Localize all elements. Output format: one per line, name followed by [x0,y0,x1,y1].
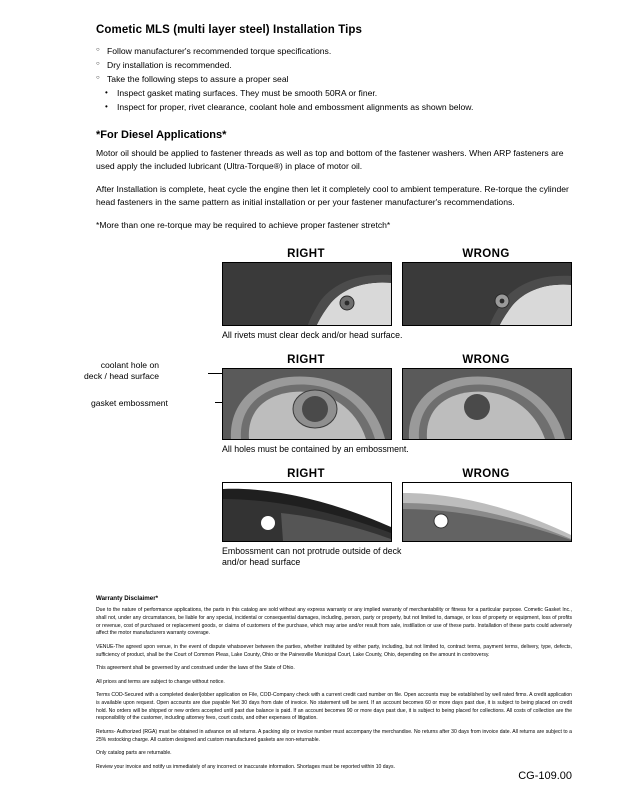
figure-rivets-right [222,248,390,326]
warranty-paragraph: VENUE-The agreed upon venue, in the event of dispute whatsoever between the parties, whether instituted by either party, including, but not limited to, contract terms, payment terms, delivery, type, defects, sufficiency of product, shall be the Court of Common Pleas, Lake County, Ohio or the Painesville Municipal Court, Lake County, Ohio, depending on the amount in controversy. [96,643,572,658]
retorque-note: *More than one re-torque may be required to achieve proper fastener stretch* [96,219,391,230]
figure-image-wrong [402,262,572,326]
figure-image-wrong [402,482,572,542]
callout-gasket-embossment: gasket embossment [91,397,168,408]
warranty-section [96,595,572,771]
document-number: CG-109.00 [518,770,572,782]
figure-embossment [222,354,572,440]
figure-label-right: RIGHT [287,353,325,366]
figure-embossment-wrong [402,354,570,440]
figure-label-right: RIGHT [287,467,325,480]
figure-label-wrong: WRONG [462,353,510,366]
list-item: • Inspect gasket mating surfaces. They must be smooth 50RA or finer. [105,87,572,101]
list-item: ○ Take the following steps to assure a proper seal [96,73,572,87]
figure-label-wrong: WRONG [462,247,510,260]
figure-protrusion [222,468,572,542]
warranty-paragraph: All prices and terms are subject to change without notice. [96,678,225,685]
list-item: • Inspect for proper, rivet clearance, coolant hole and embossment alignments as shown below. [105,101,572,115]
figure-caption-protrusion: Embossment can not protrude outside of deck and/or head surface [222,545,402,568]
figure-image-right [222,482,392,542]
warranty-paragraph: Terms COD-Secured with a completed dealer/jobber application on File, COD-Company check with a current credit card number on file. Open accounts may be established by well rated firms. A credit application is available upon request. Open accounts are due payable Net 30 days from date of invoice. No statement will be sent. If an account becomes 60 or more days past due, it is subject to being placed on credit hold. No orders will be shipped or new orders accepted until past due balance is paid. If an account becomes 90 or more days past due, it is subject to being placed for collections. All costs of collection are the responsibility of the customer, including attorney fees, court costs, and other expenses of litigation. [96,692,572,722]
figure-image-wrong [402,368,572,440]
installation-tips-list [96,45,572,87]
figure-group [84,247,572,570]
figure-embossment-right [222,354,390,440]
figure-image-right [222,262,392,326]
warranty-paragraph: This agreement shall be governed by and construed under the laws of the State of Ohio. [96,665,295,672]
figure-label-right: RIGHT [287,247,325,260]
installation-subtips-list [96,87,572,115]
warranty-paragraph: Returns- Authorized (RGA) must be obtained in advance on all returns. A packing slip or invoice number must accompany the merchandise. No returns after 30 days from invoice date. All returns are subject to a 25% restocking charge. All custom designed and custom manufactured gaskets are non-returnable. [96,729,572,743]
diesel-paragraph-2: After Installation is complete, heat cycle the engine then let it completely cool to ambient temperature. Re-torque the cylinder head fasteners in the same pattern as initial installation or per your fastener manufacturer's recommendations. [96,183,569,208]
figure-protrusion-wrong [402,468,570,542]
list-item: ○ Dry installation is recommended. [96,59,572,73]
figure-caption-rivets: All rivets must clear deck and/or head surface. [222,329,403,340]
diesel-heading: *For Diesel Applications* [96,128,227,141]
warranty-paragraph: Only catalog parts are returnable. [96,750,172,757]
figure-image-right [222,368,392,440]
warranty-heading: Warranty Disclaimer* [96,595,159,603]
figure-rivets-wrong [402,248,570,326]
figure-rivets [222,248,572,326]
warranty-paragraph: Due to the nature of performance applications, the parts in this catalog are sold without any express warranty or any implied warranty of merchantability or fitness for a particular purpose. Cometic Gasket Inc., shall not, under any circumstances, be liable for any special, incidental or consequential damages, including, person, party or property, but not limited to, damage, or loss of property or equipment, loss of profits or revenue, cost of purchased or replacement goods, or claims of customers of the purchase, which may arise and/or result from sale, instillation or use of these parts. Installation of these parts could adversely affect the motor manufacturers warranty coverage. [96,607,572,637]
list-item: ○ Follow manufacturer's recommended torque specifications. [96,45,572,59]
figure-protrusion-right [222,468,390,542]
figure-caption-embossment: All holes must be contained by an embossment. [222,443,409,454]
diesel-paragraph-1: Motor oil should be applied to fastener threads as well as top and bottom of the fastener washers. When ARP fasteners are used apply the included lubricant (Ultra-Torque®) in place of motor oil. [96,147,564,172]
page-title: Cometic MLS (multi layer steel) Installation Tips [96,24,363,36]
callout-coolant-hole: coolant hole on deck / head surface [84,359,160,381]
warranty-paragraph: Review your invoice and notify us immediately of any incorrect or inaccurate information. Shortages must be reported within 10 days. [96,763,395,770]
figure-label-wrong: WRONG [462,467,510,480]
